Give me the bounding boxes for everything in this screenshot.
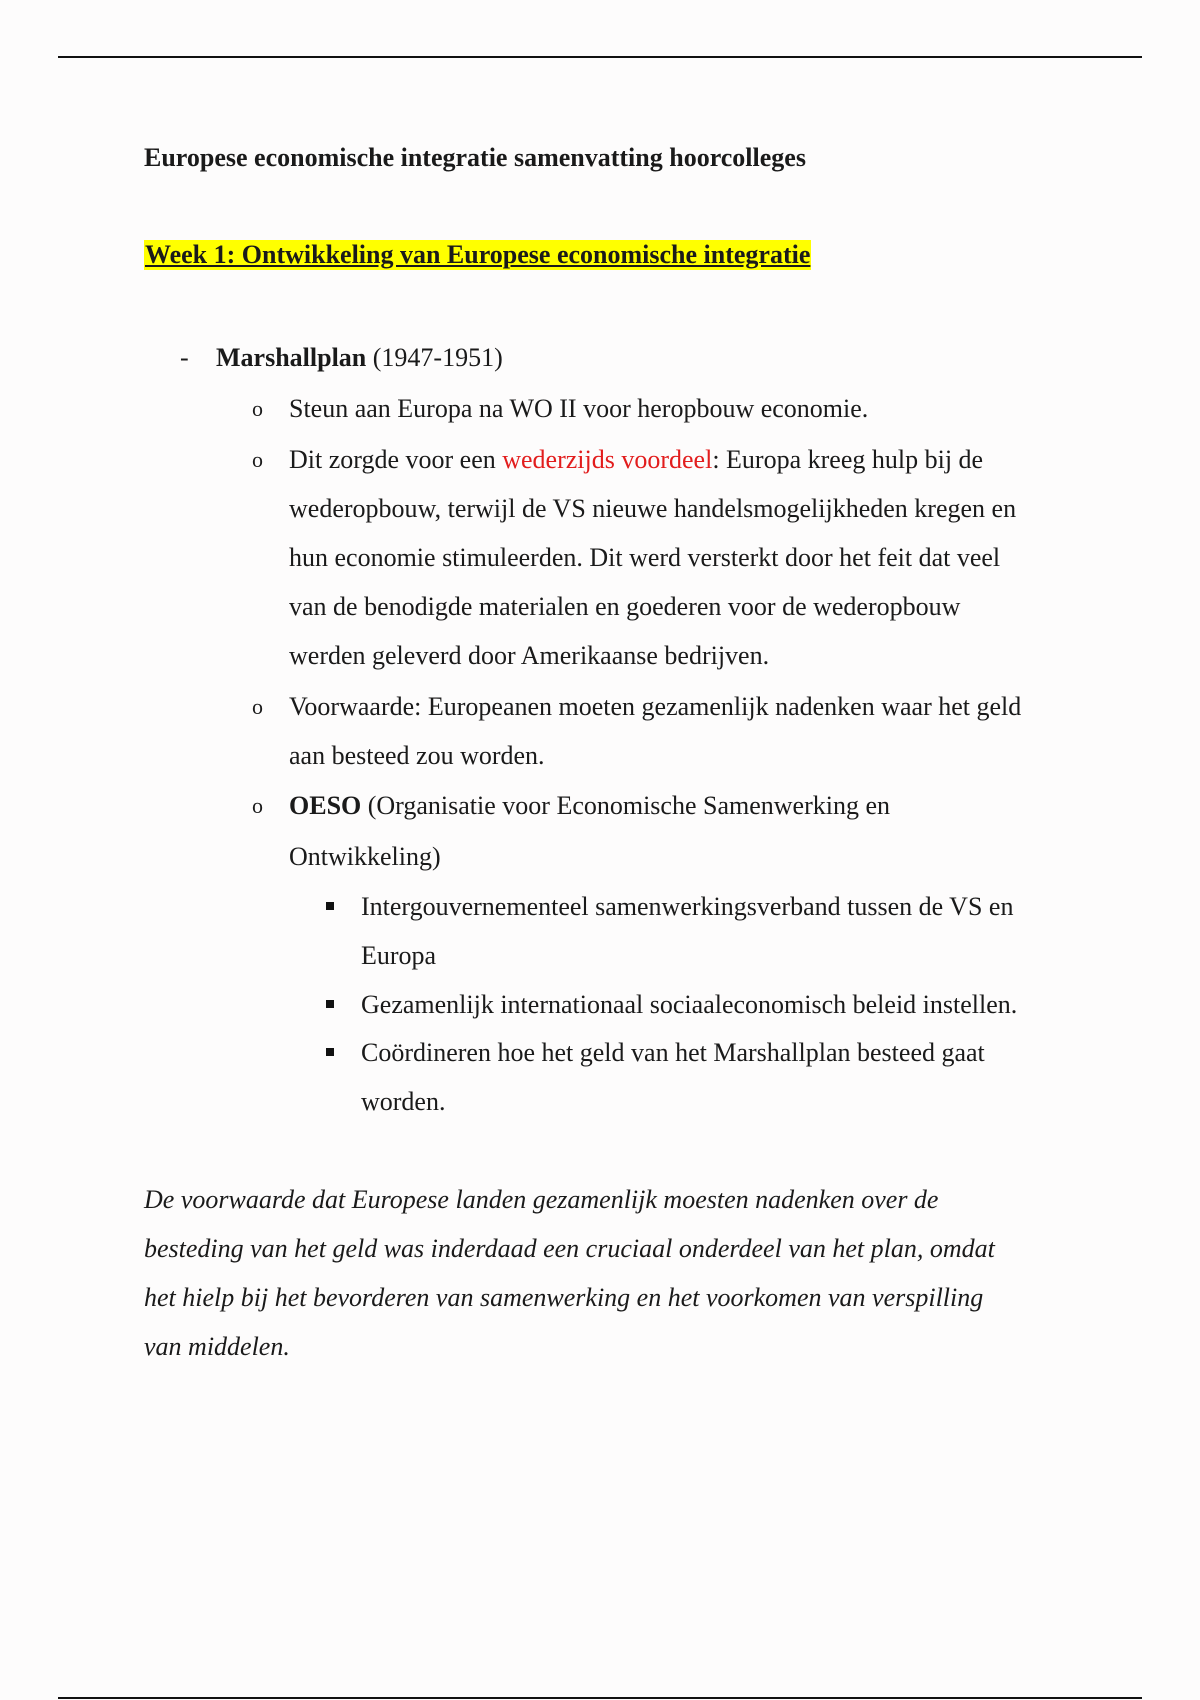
subpoint-1-line-2: Europa xyxy=(361,941,437,970)
oeso-line-1 xyxy=(289,781,890,830)
point-2-line-4: van de benodigde materialen en goederen voor de wederopbouw xyxy=(289,592,961,621)
point-3-line-2: aan besteed zou worden. xyxy=(289,741,545,770)
closing-line-3: het hielp bij het bevorderen van samenwerking en het voorkomen van verspilling xyxy=(144,1283,984,1312)
closing-line-1: De voorwaarde dat Europese landen gezamenlijk moesten nadenken over de xyxy=(144,1185,939,1214)
marshall-years: (1947-1951) xyxy=(372,343,503,372)
subpoint-3-line-2: worden. xyxy=(361,1087,446,1116)
week-heading: Week 1: Ontwikkeling van Europese economische integratie xyxy=(145,240,811,269)
circle-bullet: o xyxy=(252,447,263,472)
closing-paragraph xyxy=(144,1175,1084,1371)
point-3-line-1: Voorwaarde: Europeanen moeten gezamenlijk nadenken waar het geld xyxy=(289,692,1022,721)
square-bullet xyxy=(326,1048,334,1056)
top-rule xyxy=(58,56,1142,58)
subpoint-3-line-1: Coördineren hoe het geld van het Marshallplan besteed gaat xyxy=(361,1038,985,1067)
subpoint-1-line-1: Intergouvernementeel samenwerkingsverband tussen de VS en xyxy=(361,892,1014,921)
oeso-desc: (Organisatie voor Economische Samenwerking en xyxy=(367,791,891,820)
circle-bullet: o xyxy=(252,694,263,719)
marshall-term: Marshallplan xyxy=(216,343,367,372)
dash-bullet: - xyxy=(180,343,189,372)
circle-bullet: o xyxy=(252,793,263,818)
square-bullet xyxy=(326,902,334,910)
document-title: Europese economische integratie samenvatting hoorcolleges xyxy=(144,143,806,172)
point-1-line-1: Steun aan Europa na WO II voor heropbouw economie. xyxy=(289,394,869,423)
square-bullet xyxy=(326,1000,334,1008)
oeso-term: OESO xyxy=(289,791,362,820)
circle-bullet: o xyxy=(252,396,263,421)
wederzijds-voordeel-highlight: wederzijds voordeel xyxy=(502,445,713,474)
subpoint-2-line-1: Gezamenlijk internationaal sociaaleconomisch beleid instellen. xyxy=(361,990,1018,1019)
point-2-line-3: hun economie stimuleerden. Dit werd versterkt door het feit dat veel xyxy=(289,543,1001,572)
point-2-line-2: wederopbouw, terwijl de VS nieuwe handelsmogelijkheden kregen en xyxy=(289,494,1017,523)
closing-line-2: besteding van het geld was inderdaad een cruciaal onderdeel van het plan, omdat xyxy=(144,1234,995,1263)
point-2-post: : Europa kreeg hulp bij de xyxy=(712,445,984,474)
oeso-line-2: Ontwikkeling) xyxy=(289,842,441,871)
bottom-rule xyxy=(58,1697,1142,1699)
point-2-line-5: werden geleverd door Amerikaanse bedrijven. xyxy=(289,641,770,670)
point-2-line-1 xyxy=(289,435,983,484)
closing-line-4: van middelen. xyxy=(144,1332,290,1361)
point-2-pre: Dit zorgde voor een xyxy=(289,445,503,474)
marshall-heading xyxy=(216,333,503,382)
